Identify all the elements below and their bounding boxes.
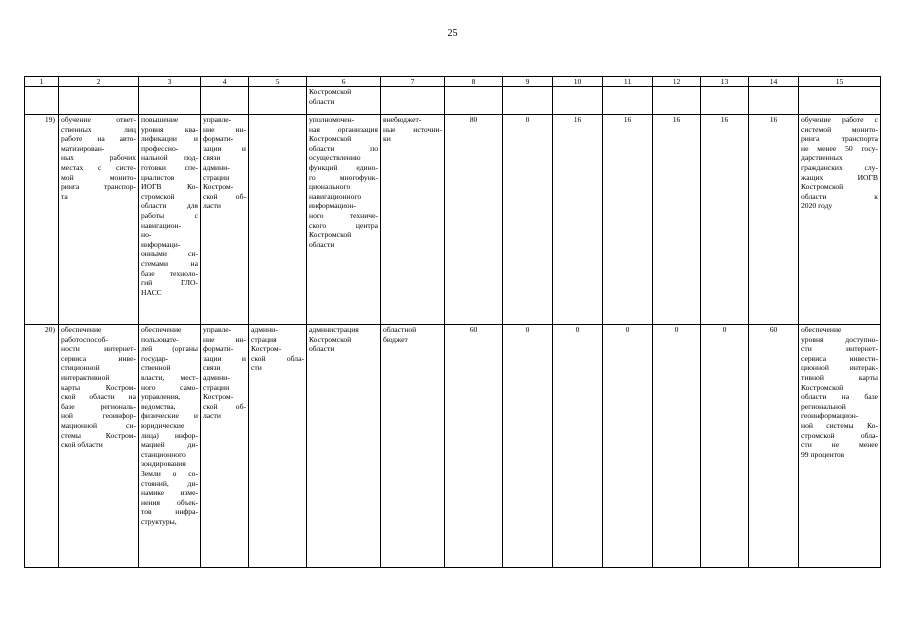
column-header: 14 — [749, 77, 799, 87]
cell-line: не менее 50 госу- — [801, 143, 878, 153]
funding-year-value: 16 — [653, 115, 701, 325]
cell-line: ской об- — [203, 191, 246, 201]
cell-line: ской обла- — [251, 353, 304, 363]
cell-line: ведомства, — [141, 401, 176, 411]
cell-line: навигационного — [309, 191, 362, 201]
funding-year-value: 60 — [749, 325, 799, 568]
cell-line: повышение — [141, 115, 179, 124]
column-header: 1 — [25, 77, 59, 87]
cell-line: ной геоинфор- — [61, 411, 136, 421]
cell-line: ской области — [61, 440, 103, 450]
funding-year-value: 16 — [749, 115, 799, 325]
cell-line: системой монито- — [801, 124, 878, 134]
column-header: 10 — [553, 77, 603, 87]
co-executor — [249, 325, 307, 568]
cell-line: нальной под- — [141, 153, 198, 163]
cell-line: ционной интерак- — [801, 363, 878, 373]
cell-line: уполномочен- — [309, 115, 355, 124]
cell-line: ки — [383, 134, 391, 144]
cell-line: лификации и — [141, 134, 198, 144]
cell-line: администрация — [309, 325, 359, 334]
cell-line: страция — [251, 334, 277, 344]
cell-line: сервиса инвести- — [801, 353, 878, 363]
cell-line: области — [309, 96, 335, 106]
cell-line: стромской — [141, 191, 175, 201]
cell-line: государ- — [141, 353, 169, 363]
cell-line: ной системы Ко- — [801, 420, 878, 430]
cell-line: обучение работе с — [801, 115, 878, 124]
participant-organization — [307, 325, 381, 568]
cell-line: навигацион- — [141, 220, 182, 230]
funding-year-value: 0 — [503, 115, 553, 325]
cell-line: области к — [801, 191, 878, 201]
cell-line: ного само- — [141, 382, 198, 392]
participant-organization — [307, 115, 381, 325]
table-row — [25, 325, 881, 568]
cell-line: 99 процентов — [801, 449, 845, 459]
cell-line: работы с — [141, 210, 198, 220]
cell-line: базе техноло- — [141, 268, 198, 278]
cell-line: админи- — [203, 162, 230, 172]
cell-line: формати- — [203, 134, 234, 144]
page-number: 25 — [447, 28, 458, 39]
cell-line: физические и — [141, 411, 198, 421]
cell-line: стояний, ди- — [141, 478, 198, 488]
column-header: 4 — [201, 77, 249, 87]
responsible-executor — [201, 325, 249, 568]
funding-year-value: 0 — [503, 325, 553, 568]
cell-line: обеспечение — [61, 325, 102, 334]
cell-line: админи- — [203, 372, 230, 382]
responsible-executor — [201, 115, 249, 325]
cell-line: связи — [203, 153, 221, 163]
row-index: 19) — [25, 115, 59, 325]
cell-line: Костромской — [309, 87, 352, 96]
cell-line: но- — [141, 230, 152, 240]
carry-over-organization — [307, 87, 381, 115]
header-row — [25, 77, 881, 87]
activity-name — [59, 325, 139, 568]
cell-line: зации и — [203, 143, 246, 153]
cell-line: ные источни- — [383, 124, 442, 134]
cell-line: Костромской — [801, 182, 844, 192]
cell-line: ние ин- — [203, 334, 246, 344]
cell-line: формати- — [203, 344, 234, 354]
cell-line: информаци- — [141, 239, 181, 249]
cell-line: ринга транспорта — [801, 134, 878, 144]
cell-line: станционного — [141, 449, 186, 459]
cell-line: власти, мест- — [141, 372, 198, 382]
cell-line: области — [309, 239, 335, 249]
cell-line: ласти — [203, 411, 221, 421]
cell-line: информацион- — [309, 201, 357, 211]
co-executor — [249, 115, 307, 325]
cell-line: управления, — [141, 392, 181, 402]
activity-goal — [139, 325, 201, 568]
cell-line: ИОГВ Ко- — [141, 182, 198, 192]
cell-line: ласти — [203, 201, 221, 211]
cell-line: ской области на — [61, 392, 136, 402]
cell-line: уровня ква- — [141, 124, 198, 134]
activity-goal — [139, 115, 201, 325]
cell-line: базе региональ- — [61, 401, 136, 411]
column-header: 12 — [653, 77, 701, 87]
cell-line: мацией ди- — [141, 440, 198, 450]
cell-line: функций едино- — [309, 162, 378, 172]
cell-line: геоинформацион- — [801, 411, 859, 421]
cell-line: НАСС — [141, 287, 162, 297]
funding-year-value: 0 — [701, 325, 749, 568]
cell-line: пользовате- — [141, 334, 179, 344]
cell-line: жащих ИОГВ — [801, 172, 878, 182]
program-table — [24, 76, 881, 568]
cell-line: готовки спе- — [141, 162, 198, 172]
cell-line: намике изме- — [141, 488, 198, 498]
funding-total: 80 — [445, 115, 503, 325]
cell-line: лей (органы — [141, 344, 198, 354]
cell-line: управле- — [203, 325, 232, 334]
cell-line: области для — [141, 201, 198, 211]
funding-year-value: 16 — [553, 115, 603, 325]
cell-line: ринга транспор- — [61, 182, 136, 192]
cell-line: ской об- — [203, 401, 246, 411]
cell-line: зондирования — [141, 459, 186, 469]
cell-line: мационной си- — [61, 420, 136, 430]
cell-line: областной — [383, 325, 417, 334]
cell-line: страции — [203, 382, 230, 392]
cell-line: структуры, — [141, 516, 177, 526]
cell-line: связи — [203, 363, 221, 373]
funding-source — [381, 115, 445, 325]
cell-line: сервиса инве- — [61, 353, 136, 363]
cell-line: работе на авто- — [61, 134, 136, 144]
column-header: 9 — [503, 77, 553, 87]
cell-line: осуществлению — [309, 153, 361, 163]
cell-line: обеспечение — [141, 325, 182, 334]
cell-line: ности интернет- — [61, 344, 136, 354]
cell-line: онными си- — [141, 249, 198, 259]
cell-line: юридические — [141, 420, 185, 430]
cell-line: ного техниче- — [309, 210, 378, 220]
cell-line: внебюджет- — [383, 115, 422, 124]
funding-year-value: 16 — [701, 115, 749, 325]
cell-line: лица) инфор- — [141, 430, 198, 440]
cell-line: Костром- — [203, 182, 234, 192]
cell-line: Костромской — [309, 134, 352, 144]
cell-line: ных рабочих — [61, 153, 136, 163]
cell-line: ственных лиц — [61, 124, 136, 134]
column-header: 8 — [445, 77, 503, 87]
column-header: 5 — [249, 77, 307, 87]
cell-line: области на базе — [801, 392, 878, 402]
cell-line: ционального — [309, 182, 351, 192]
column-header: 6 — [307, 77, 381, 87]
funding-year-value: 0 — [553, 325, 603, 568]
cell-line: области — [309, 344, 335, 354]
cell-line: Костромской — [309, 334, 352, 344]
cell-line: циалистов — [141, 172, 175, 182]
cell-line: мой монито- — [61, 172, 136, 182]
cell-line: Костромской — [309, 230, 352, 240]
cell-line: страции — [203, 172, 230, 182]
cell-line: админи- — [251, 325, 278, 334]
cell-line: 2020 году — [801, 201, 833, 211]
column-header: 7 — [381, 77, 445, 87]
column-header: 2 — [59, 77, 139, 87]
cell-line: области по — [309, 143, 378, 153]
row-index: 20) — [25, 325, 59, 568]
funding-source — [381, 325, 445, 568]
cell-line: интерактивной — [61, 372, 110, 382]
column-header: 3 — [139, 77, 201, 87]
cell-line: зации и — [203, 353, 246, 363]
cell-line: сти не менее — [801, 440, 878, 450]
column-header: 15 — [799, 77, 881, 87]
cell-line: Костром- — [251, 344, 282, 354]
funding-year-value: 0 — [653, 325, 701, 568]
cell-line: региональной — [801, 401, 846, 411]
table-row — [25, 115, 881, 325]
funding-year-value: 16 — [603, 115, 653, 325]
cell-line: стромской обла- — [801, 430, 878, 440]
column-header: 11 — [603, 77, 653, 87]
activity-name — [59, 115, 139, 325]
cell-line: стиционной — [61, 363, 100, 373]
cell-line: тивной карты — [801, 372, 878, 382]
funding-year-value: 0 — [603, 325, 653, 568]
cell-line: ная организация — [309, 124, 378, 134]
cell-line: гражданских слу- — [801, 162, 878, 172]
cell-line: местах с систе- — [61, 162, 136, 172]
carry-over-row — [25, 87, 881, 115]
column-header: 13 — [701, 77, 749, 87]
funding-total: 60 — [445, 325, 503, 568]
cell-line: управле- — [203, 115, 232, 124]
cell-line: профессио- — [141, 143, 179, 153]
cell-line: го многофунк- — [309, 172, 378, 182]
cell-line: ского центра — [309, 220, 378, 230]
cell-line: уровня доступно- — [801, 334, 878, 344]
cell-line: тов инфра- — [141, 507, 198, 517]
cell-line: стемы Костром- — [61, 430, 136, 440]
cell-line: обучение ответ- — [61, 115, 136, 124]
cell-line: та — [61, 191, 68, 201]
cell-line: нения объек- — [141, 497, 198, 507]
cell-line: сти — [251, 363, 262, 373]
cell-line: бюджет — [383, 334, 408, 344]
cell-line: карты Костром- — [61, 382, 136, 392]
expected-result — [799, 115, 881, 325]
cell-line: сти интернет- — [801, 344, 878, 354]
cell-line: Костром- — [203, 392, 234, 402]
cell-line: гий ГЛО- — [141, 278, 198, 288]
cell-line: Земли о со- — [141, 468, 198, 478]
cell-line: ние ин- — [203, 124, 246, 134]
expected-result — [799, 325, 881, 568]
cell-line: дарственных — [801, 153, 843, 163]
cell-line: стемами на — [141, 258, 198, 268]
cell-line: Костромской — [801, 382, 844, 392]
cell-line: обеспечение — [801, 325, 842, 334]
cell-line: матизирован- — [61, 143, 105, 153]
cell-line: работоспособ- — [61, 334, 108, 344]
cell-line: ственной — [141, 363, 171, 373]
